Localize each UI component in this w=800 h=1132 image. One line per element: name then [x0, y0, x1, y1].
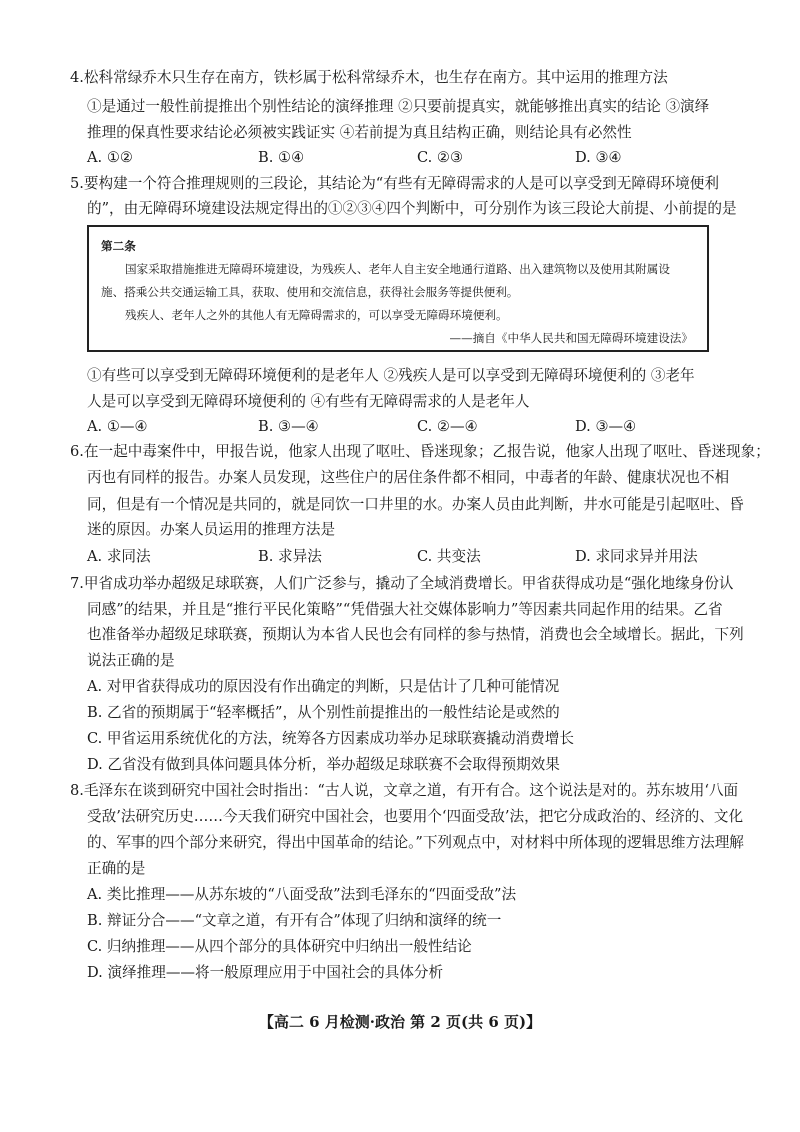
question-5-statement-line: 人是可以享受到无障碍环境便利的 ④有些有无障碍需求的人是老年人	[87, 393, 530, 410]
question-6-choice-b[interactable]: B. 求异法	[258, 548, 322, 565]
question-6-choice-c[interactable]: C. 共变法	[417, 548, 481, 565]
question-6-text-line: 丙也有同样的报告。办案人员发现，这些住户的居住条件都不相同，中毒者的年龄、健康状况也不相	[87, 469, 730, 486]
law-article-paragraph: 国家采取措施推进无障碍环境建设，为残疾人、老年人自主安全地通行道路、出入建筑物以及使用其附属设施、搭乘公共交通运输工具，获取、使用和交流信息，获得社会服务等提供便利。	[101, 262, 670, 299]
question-7-option-b[interactable]: B. 乙省的预期属于“轻率概括”，从个别性前提推出的一般性结论是或然的	[87, 704, 560, 721]
law-excerpt-box	[87, 225, 709, 352]
question-4-choice-d[interactable]: D. ③④	[575, 149, 622, 166]
question-8-text-line: 的、军事的四个部分来研究，得出中国革命的结论。”下列观点中，对材料中所体现的逻辑思维方法理解	[87, 834, 744, 851]
question-4-choice-b[interactable]: B. ①④	[258, 149, 305, 166]
question-5-statement-line: ①有些可以享受到无障碍环境便利的是老年人 ②残疾人是可以享受到无障碍环境便利的 ③老年	[87, 367, 695, 384]
question-7-option-d[interactable]: D. 乙省没有做到具体问题具体分析，举办超级足球联赛不会取得预期效果	[87, 756, 560, 773]
question-8-text-line: 受敌’法研究历史……今天我们研究中国社会，也要用个‘四面受敌’法，把它分成政治的、经济的、文化	[87, 808, 744, 825]
question-5-stem-continued: 的”，由无障碍环境建设法规定得出的①②③④四个判断中，可分别作为该三段论大前提、小前提的是	[87, 200, 737, 217]
question-4-choice-a[interactable]: A. ①②	[87, 149, 133, 166]
question-5-choice-b[interactable]: B. ③—④	[258, 418, 319, 435]
law-excerpt-source: ——摘自《中华人民共和国无障碍环境建设法》	[449, 331, 693, 345]
question-5-choice-c[interactable]: C. ②—④	[417, 418, 478, 435]
question-8-text-line: 正确的是	[87, 860, 146, 877]
question-6-choice-a[interactable]: A. 求同法	[87, 548, 151, 565]
question-7-stem: 7.甲省成功举办超级足球联赛，人们广泛参与，撬动了全域消费增长。甲省获得成功是“强化地缘身份认	[70, 575, 734, 592]
question-6-text-line: 同，但是有一个情况是共同的，就是同饮一口井里的水。办案人员由此判断，井水可能是引起呕吐、昏	[87, 496, 744, 513]
law-article-title: 第二条	[101, 239, 136, 253]
question-5-choice-a[interactable]: A. ①—④	[87, 418, 148, 435]
question-4-statement-line: 推理的保真性要求结论必须被实践证实 ④若前提为真且结构正确，则结论具有必然性	[87, 124, 632, 141]
question-7-option-c[interactable]: C. 甲省运用系统优化的方法，统筹各方因素成功举办足球联赛撬动消费增长	[87, 730, 574, 747]
question-8-option-d[interactable]: D. 演绎推理——将一般原理应用于中国社会的具体分析	[87, 964, 444, 981]
question-7-text-line: 说法正确的是	[87, 652, 175, 669]
question-8-option-c[interactable]: C. 归纳推理——从四个部分的具体研究中归纳出一般性结论	[87, 938, 472, 955]
question-5-stem: 5.要构建一个符合推理规则的三段论，其结论为“有些有无障碍需求的人是可以享受到无障碍环境便利	[70, 175, 719, 192]
page-footer: 【高二 6 月检测·政治 第 2 页(共 6 页)】	[258, 1013, 542, 1031]
question-6-stem: 6.在一起中毒案件中，甲报告说，他家人出现了呕吐、昏迷现象；乙报告说，他家人出现了呕吐、昏迷现象；	[70, 443, 770, 460]
question-6-choice-d[interactable]: D. 求同求异并用法	[575, 548, 698, 565]
question-7-text-line: 同感”的结果，并且是“推行平民化策略”“凭借强大社交媒体影响力”等因素共同起作用的结果。乙省	[87, 601, 723, 618]
question-5-choice-d[interactable]: D. ③—④	[575, 418, 637, 435]
question-4-stem: 4.松科常绿乔木只生存在南方，铁杉属于松科常绿乔木，也生存在南方。其中运用的推理方法	[70, 69, 668, 86]
question-4-statement-line: ①是通过一般性前提推出个别性结论的演绎推理 ②只要前提真实，就能够推出真实的结论 ③演绎	[87, 98, 710, 115]
question-8-stem: 8.毛泽东在谈到研究中国社会时指出：“古人说，文章之道，有开有合。这个说法是对的。苏东坡用‘八面	[70, 782, 739, 799]
question-8-option-b[interactable]: B. 辩证分合——“文章之道，有开有合”体现了归纳和演绎的统一	[87, 912, 502, 929]
question-8-option-a[interactable]: A. 类比推理——从苏东坡的“八面受敌”法到毛泽东的“四面受敌”法	[87, 886, 517, 903]
law-article-paragraph: 残疾人、老年人之外的其他人有无障碍需求的，可以享受无障碍环境便利。	[125, 308, 508, 322]
question-6-text-line: 迷的原因。办案人员运用的推理方法是	[87, 521, 336, 538]
question-7-text-line: 也准备举办超级足球联赛，预期认为本省人民也会有同样的参与热情，消费也会全域增长。据此，下列	[87, 626, 744, 643]
question-4-choice-c[interactable]: C. ②③	[417, 149, 464, 166]
question-7-option-a[interactable]: A. 对甲省获得成功的原因没有作出确定的判断，只是估计了几种可能情况	[87, 678, 560, 695]
